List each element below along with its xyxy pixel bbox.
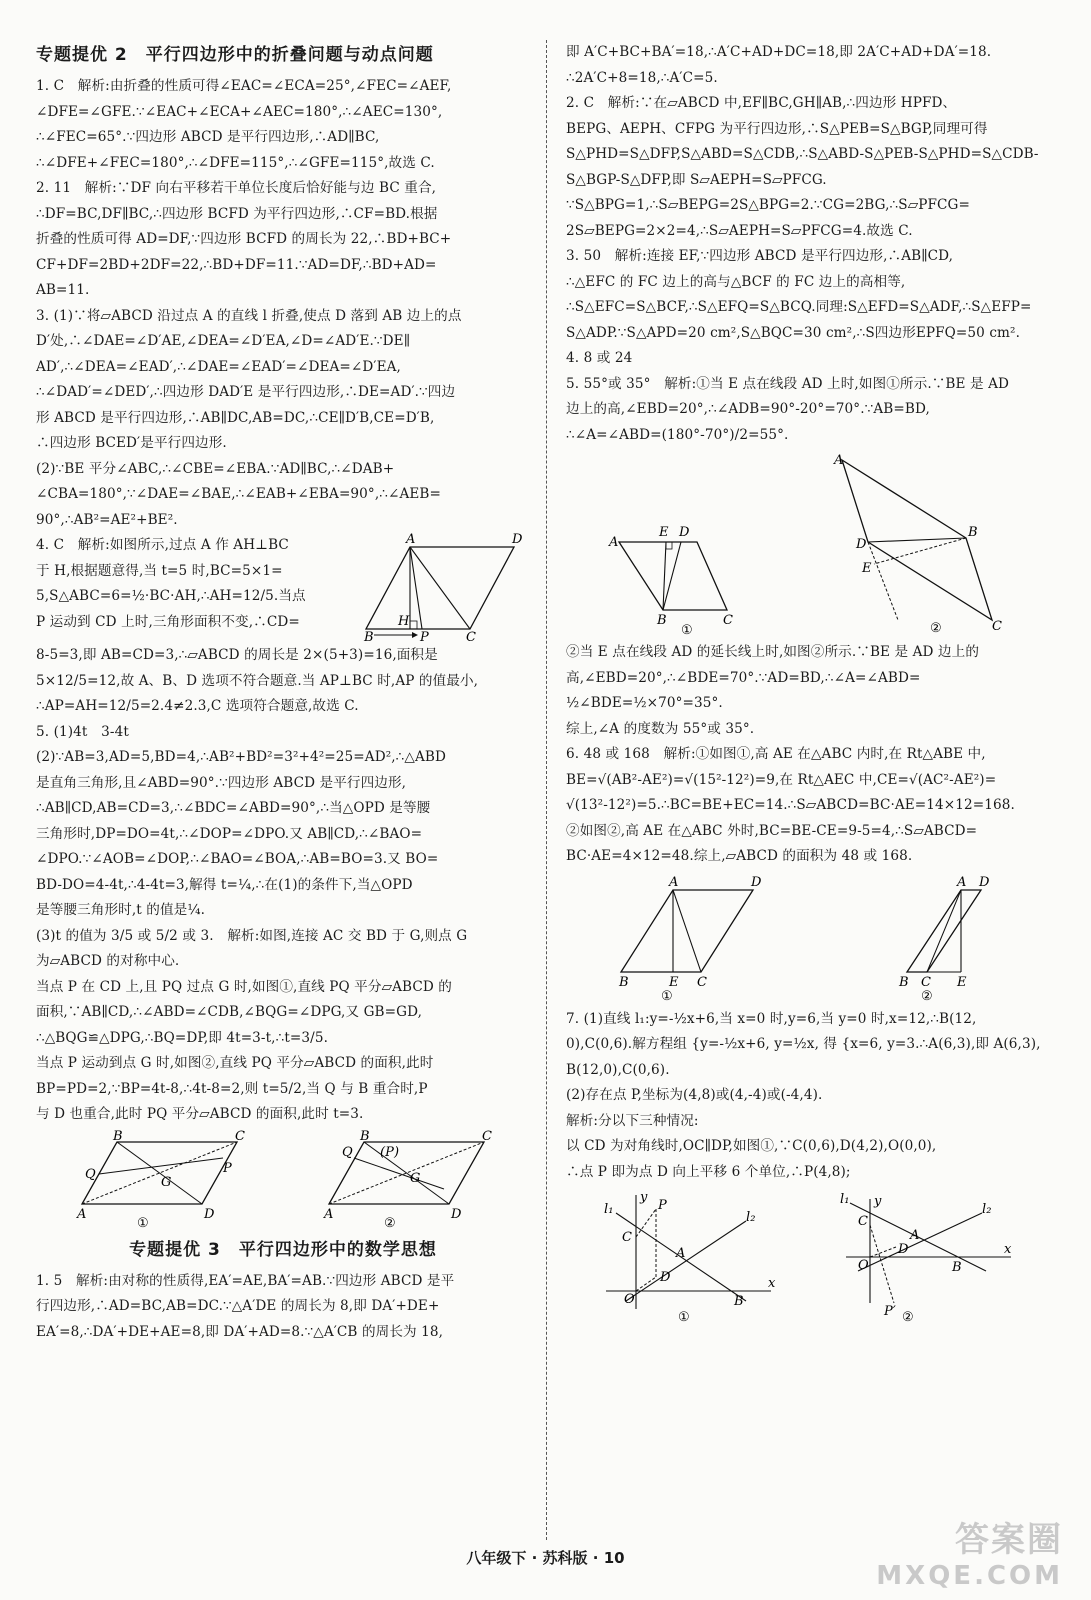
text-line: S△PHD=S△DFP,S△ABD=S△CDB,∴S△ABD-S△PEB-S△PHD=S△CDB- xyxy=(566,146,1039,162)
svg-text:G: G xyxy=(410,1170,421,1186)
svg-text:①: ① xyxy=(680,623,693,638)
svg-text:B: B xyxy=(734,1294,744,1309)
svg-text:D: D xyxy=(751,874,762,890)
svg-text:B: B xyxy=(952,1260,962,1275)
svg-text:l₁: l₁ xyxy=(604,1202,614,1217)
svg-text:D: D xyxy=(512,532,523,547)
text-line: 形 ABCD 是平行四边形,∴AB∥DC,AB=DC,∴CE∥D′B,CE=D′B, xyxy=(36,409,435,426)
figures-r7 xyxy=(566,1190,1046,1325)
svg-text:D: D xyxy=(660,1270,671,1285)
svg-text:B: B xyxy=(656,613,667,628)
text-line: ½∠BDE=½×70°=35°. xyxy=(566,695,723,711)
text-line: ∠DFE=∠GFE.∵∠EAC+∠ECA+∠AEC=180°,∴∠AEC=130°, xyxy=(36,103,443,120)
figure-q5-3-diagram-2 xyxy=(324,1128,493,1231)
text-line: D′处,∴∠DAE=∠D′AE,∠DEA=∠D′EA,∠D=∠AD′E.∵DE∥ xyxy=(36,333,411,349)
left-column xyxy=(36,40,530,1345)
text-line: EA′=8,∴DA′+DE+AE=8,即 DA′+AD=8.∵△A′CB 的周长为 18, xyxy=(36,1323,444,1340)
figure-q5-3-diagram-1 xyxy=(77,1128,246,1231)
svg-text:E: E xyxy=(669,974,679,990)
svg-text:A: A xyxy=(324,1206,334,1222)
text-line: 是等腰三角形时,t 的值是¼. xyxy=(36,902,206,918)
text-line: AB=11. xyxy=(36,282,90,298)
left-text-a xyxy=(36,74,530,533)
text-line: (2)∵AB=3,AD=5,BD=4,∴AB²+BD²=3²+4²=25=AD²,∴△ABD xyxy=(36,749,446,765)
text-line: 4. C 解析:如图所示,过点 A 作 AH⊥BC xyxy=(36,537,289,553)
text-line: 2. 11 解析:∵DF 向右平移若干单位长度后恰好能与边 BC 重合, xyxy=(36,180,437,196)
text-line: ∴四边形 BCED′是平行四边形. xyxy=(36,435,227,451)
svg-text:P: P xyxy=(223,1160,232,1176)
text-line: 2. C 解析:∵在▱ABCD 中,EF∥BC,GH∥AB,∴四边形 HPFD、 xyxy=(566,95,957,111)
text-line: BD-DO=4-4t,∴4-4t=3,解得 t=¼,∴在(1)的条件下,当△OPD xyxy=(36,876,413,893)
right-text-a xyxy=(566,40,1046,448)
svg-text:B: B xyxy=(899,974,909,990)
text-line: ∴∠DAD′=∠DED′,∴四边形 DAD′E 是平行四边形,∴DE=AD′.∵四边 xyxy=(36,384,456,400)
right-column xyxy=(566,40,1046,1327)
text-line: 4. 8 或 24 xyxy=(566,350,633,366)
svg-text:B: B xyxy=(364,630,374,645)
text-line: √(13²-12²)=5.∴BC=BE+EC=14.∴S▱ABCD=BC·AE=14×12=168. xyxy=(566,797,1015,813)
svg-text:①: ① xyxy=(678,1310,690,1325)
text-line: 高,∠EBD=20°,∴∠BDE=70°.∵AD=BD,∴∠A=∠ABD= xyxy=(566,669,921,686)
svg-text:H: H xyxy=(398,614,410,629)
text-line: ∴2A′C+8=18,∴A′C=5. xyxy=(566,69,718,86)
svg-text:B: B xyxy=(360,1128,370,1144)
svg-text:E: E xyxy=(957,974,967,990)
text-line: ∠CBA=180°,∵∠DAE=∠BAE,∴∠EAB+∠EBA=90°,∴∠AEB= xyxy=(36,486,442,502)
text-line: 0),C(0,6).解方程组 {y=-½x+6, y=½x, 得 {x=6, y=3.∴A(6,3),即 A(6,3), xyxy=(566,1036,1041,1052)
svg-text:D: D xyxy=(451,1206,462,1222)
text-line: 即 A′C+BC+BA′=18,∴A′C+AD+DC=18,即 2A′C+AD+DA′=18. xyxy=(566,44,992,60)
text-line: 边上的高,∠EBD=20°,∴∠ADB=90°-20°=70°.∵AB=BD, xyxy=(566,401,930,417)
text-line: AD′,∴∠DEA=∠EAD′,∴∠DAE=∠EAD′=∠DEA=∠D′EA, xyxy=(36,358,401,375)
svg-text:B: B xyxy=(967,525,978,540)
svg-text:②: ② xyxy=(902,1310,914,1325)
left-text-c xyxy=(36,1269,530,1346)
text-line: 2S▱BEPG=2×2=4,∴S▱AEPH=S▱PFCG=4.故选 C. xyxy=(566,222,913,239)
svg-text:O: O xyxy=(624,1292,635,1307)
text-line: 与 D 也重合,此时 PQ 平分▱ABCD 的面积,此时 t=3. xyxy=(36,1106,364,1122)
svg-text:C: C xyxy=(722,613,733,628)
right-text-c xyxy=(566,1007,1046,1186)
column-divider xyxy=(546,40,547,1540)
figures-r5 xyxy=(566,453,1046,638)
text-line: (2)存在点 P,坐标为(4,8)或(4,-4)或(-4,4). xyxy=(566,1087,823,1103)
svg-text:y: y xyxy=(640,1190,648,1205)
figures-r6 xyxy=(566,874,1046,1004)
svg-text:C: C xyxy=(622,1230,633,1245)
text-line: 6. 48 或 168 解析:①如图①,高 AE 在△ABC 内时,在 Rt△ABE 中, xyxy=(566,746,986,762)
text-line: B(12,0),C(0,6). xyxy=(566,1061,670,1078)
text-line: ∴△EFC 的 FC 边上的高与△BCF 的 FC 边上的高相等, xyxy=(566,273,906,290)
svg-text:Q: Q xyxy=(342,1144,353,1160)
svg-text:A: A xyxy=(406,532,416,547)
text-line: ②如图②,高 AE 在△ABC 外时,BC=BE-CE=9-5=4,∴S▱ABCD= xyxy=(566,822,978,839)
text-line: 3. (1)∵将▱ABCD 沿过点 A 的直线 l 折叠,使点 D 落到 AB 边上的点 xyxy=(36,307,462,324)
figure-r5-diagram-2 xyxy=(834,454,1004,634)
section-heading-3: 专题提优 3 平行四边形中的数学思想 xyxy=(129,1239,437,1260)
figure-q4-parallelogram xyxy=(366,533,526,643)
text-line: S△ADP.∵S△APD=20 cm²,S△BQC=30 cm²,∴S四边形EPFQ=50 cm². xyxy=(566,324,1021,341)
text-line: 7. (1)直线 l₁:y=-½x+6,当 x=0 时,y=6,当 y=0 时,x=12,∴B(12, xyxy=(566,1010,977,1027)
text-line: 5. (1)4t 3-4t xyxy=(36,723,129,740)
svg-text:①: ① xyxy=(137,1215,149,1231)
figure-r6-diagram-1 xyxy=(619,874,781,1004)
svg-text:②: ② xyxy=(929,621,942,636)
text-line: ∴∠FEC=65°.∵四边形 ABCD 是平行四边形,∴AD∥BC, xyxy=(36,129,380,145)
svg-text:A: A xyxy=(910,1228,920,1243)
text-line: 行四边形,∴AD=BC,AB=DC.∵△A′DE 的周长为 8,即 DA′+DE+ xyxy=(36,1298,440,1314)
text-line: 5,S△ABC=6=½·BC·AH,∴AH=12/5.当点 xyxy=(36,588,306,604)
svg-text:x: x xyxy=(768,1276,776,1291)
watermark-logo xyxy=(876,1512,1063,1591)
svg-text:O: O xyxy=(858,1258,869,1273)
svg-text:C: C xyxy=(921,974,932,990)
figure-r7-diagram-1 xyxy=(596,1190,776,1325)
text-line: ∴△BQG≌△DPG,∴BQ=DP,即 4t=3-t,∴t=3/5. xyxy=(36,1029,329,1046)
text-line: 当点 P 运动到点 G 时,如图②,直线 PQ 平分▱ABCD 的面积,此时 xyxy=(36,1055,434,1071)
text-line: 面积,∵AB∥CD,∴∠ABD=∠CDB,∠BQG=∠DPG,又 GB=GD, xyxy=(36,1004,423,1020)
svg-text:C: C xyxy=(697,974,708,990)
svg-text:A: A xyxy=(608,535,618,550)
text-line: ②当 E 点在线段 AD 的延长线上时,如图②所示.∵BE 是 AD 边上的 xyxy=(566,644,980,660)
svg-text:E: E xyxy=(861,561,872,576)
svg-text:①: ① xyxy=(661,988,673,1004)
page-footer: 八年级下 · 苏科版 · 10 xyxy=(466,1549,625,1567)
svg-text:B: B xyxy=(113,1128,123,1144)
text-line: 折叠的性质可得 AD=DF,∵四边形 BCFD 的周长为 22,∴BD+BC+ xyxy=(36,231,452,247)
text-line: BEPG、AEPH、CFPG 为平行四边形,∴S△PEB=S△BGP,同理可得 xyxy=(566,120,988,137)
svg-text:x: x xyxy=(1004,1242,1012,1257)
text-line: 于 H,根据题意得,当 t=5 时,BC=5×1= xyxy=(36,562,283,579)
svg-text:B: B xyxy=(619,974,629,990)
svg-text:Q: Q xyxy=(85,1166,96,1182)
text-line: (2)∵BE 平分∠ABC,∴∠CBE=∠EBA.∵AD∥BC,∴∠DAB+ xyxy=(36,460,395,477)
text-line: 8-5=3,即 AB=CD=3,∴▱ABCD 的周长是 2×(5+3)=16,面积是 xyxy=(36,647,438,663)
q4-text xyxy=(36,533,366,635)
text-line: 1. 5 解析:由对称的性质得,EA′=AE,BA′=AB.∵四边形 ABCD 是平 xyxy=(36,1272,455,1289)
text-line: ∴点 P 即为点 D 向上平移 6 个单位,∴P(4,8); xyxy=(566,1163,851,1180)
text-line: 三角形时,DP=DO=4t,∴∠DOP=∠DPO.又 AB∥CD,∴∠BAO= xyxy=(36,825,423,842)
svg-text:A: A xyxy=(833,453,843,468)
text-line: S△BGP-S△DFP,即 S▱AEPH=S▱PFCG. xyxy=(566,171,827,188)
svg-text:D: D xyxy=(898,1242,909,1257)
svg-text:y: y xyxy=(874,1194,882,1209)
svg-text:D: D xyxy=(204,1206,215,1222)
text-line: 1. C 解析:由折叠的性质可得∠EAC=∠ECA=25°,∠FEC=∠AEF, xyxy=(36,78,452,94)
svg-text:l₂: l₂ xyxy=(746,1210,756,1225)
text-line: BC·AE=4×12=48.综上,▱ABCD 的面积为 48 或 168. xyxy=(566,848,913,864)
svg-text:A: A xyxy=(676,1246,686,1261)
svg-text:D: D xyxy=(678,525,690,540)
svg-text:P′: P′ xyxy=(884,1304,896,1319)
figure-r6-diagram-2 xyxy=(891,874,991,1004)
svg-text:A: A xyxy=(957,874,967,890)
text-line: 是直角三角形,且∠ABD=90°.∵四边形 ABCD 是平行四边形, xyxy=(36,774,407,791)
svg-text:C: C xyxy=(991,619,1002,634)
svg-text:②: ② xyxy=(384,1215,396,1231)
text-line: 解析:分以下三种情况: xyxy=(566,1112,699,1129)
svg-text:C: C xyxy=(466,630,477,645)
watermark-text: 答案圈 xyxy=(955,1520,1063,1560)
text-line: P 运动到 CD 上时,三角形面积不变,∴CD= xyxy=(36,613,300,630)
text-line: 90°,∴AB²=AE²+BE². xyxy=(36,511,178,528)
svg-text:D: D xyxy=(855,537,867,552)
text-line: (3)t 的值为 3/5 或 5/2 或 3. 解析:如图,连接 AC 交 BD 于 G,则点 G xyxy=(36,927,468,944)
text-line: 当点 P 在 CD 上,且 PQ 过点 G 时,如图①,直线 PQ 平分▱ABCD 的 xyxy=(36,978,452,995)
q4-block xyxy=(36,533,530,643)
text-line: 5×12/5=12,故 A、B、D 选项不符合题意.当 AP⊥BC 时,AP 的值最小, xyxy=(36,672,479,689)
text-line: 为▱ABCD 的对称中心. xyxy=(36,953,180,969)
text-line: ∠DPO.∵∠AOB=∠DOP,∴∠BAO=∠BOA,∴AB=BO=3.又 BO= xyxy=(36,851,439,867)
text-line: CF+DF=2BD+2DF=22,∴BD+DF=11.∵AD=DF,∴BD+AD= xyxy=(36,256,437,273)
svg-text:D: D xyxy=(979,874,990,890)
right-text-b xyxy=(566,640,1046,870)
left-text-b xyxy=(36,643,530,1128)
text-line: BE=√(AB²-AE²)=√(15²-12²)=9,在 Rt△AEC 中,CE=√(AC²-AE²)= xyxy=(566,771,997,788)
svg-text:E: E xyxy=(658,525,669,540)
svg-text:C: C xyxy=(235,1128,246,1144)
svg-text:l₁: l₁ xyxy=(840,1192,850,1207)
text-line: BP=PD=2,∵BP=4t-8,∴4t-8=2,则 t=5/2,当 Q 与 B 重合时,P xyxy=(36,1080,428,1097)
text-line: ∴DF=BC,DF∥BC,∴四边形 BCFD 为平行四边形,∴CF=BD.根据 xyxy=(36,205,438,222)
text-line: ∴S△EFC=S△BCF,∴S△EFQ=S△BCQ.同理:S△EFD=S△ADF,∴S△EFP= xyxy=(566,299,1032,315)
svg-text:G: G xyxy=(161,1174,172,1190)
text-line: ∴∠A=∠ABD=(180°-70°)/2=55°. xyxy=(566,426,789,443)
figure-r7-diagram-2 xyxy=(836,1191,1016,1325)
svg-text:P: P xyxy=(420,630,429,645)
watermark-url: MXQE.COM xyxy=(876,1561,1063,1591)
text-line: 3. 50 解析:连接 EF,∵四边形 ABCD 是平行四边形,∴AB∥CD, xyxy=(566,248,954,264)
svg-text:A: A xyxy=(77,1206,87,1222)
text-line: ∴∠DFE+∠FEC=180°,∴∠DFE=115°,∴∠GFE=115°,故选 C. xyxy=(36,154,435,171)
svg-text:②: ② xyxy=(921,988,933,1004)
text-line: ∴AP=AH=12/5=2.4≠2.3,C 选项符合题意,故选 C. xyxy=(36,698,359,714)
svg-text:l₂: l₂ xyxy=(982,1202,992,1217)
svg-text:P: P xyxy=(658,1198,667,1213)
text-line: ∵S△BPG=1,∴S▱BEPG=2S△BPG=2.∵CG=2BG,∴S▱PFCG= xyxy=(566,197,970,213)
svg-text:(P): (P) xyxy=(380,1144,400,1160)
text-line: ∴AB∥CD,AB=CD=3,∴∠BDC=∠ABD=90°,∴当△OPD 是等腰 xyxy=(36,800,431,816)
text-line: 5. 55°或 35° 解析:①当 E 点在线段 AD 上时,如图①所示.∵BE 是 AD xyxy=(566,375,1009,392)
section-heading-2: 专题提优 2 平行四边形中的折叠问题与动点问题 xyxy=(36,45,434,65)
text-line: 以 CD 为对角线时,OC∥DP,如图①,∵C(0,6),D(4,2),O(0,0), xyxy=(566,1138,937,1154)
svg-text:C: C xyxy=(858,1214,869,1229)
text-line: 综上,∠A 的度数为 55°或 35°. xyxy=(566,720,755,737)
figures-q5-3 xyxy=(36,1128,530,1231)
svg-text:A: A xyxy=(669,874,679,890)
svg-text:C: C xyxy=(482,1128,493,1144)
figure-r5-diagram-1 xyxy=(608,464,749,638)
